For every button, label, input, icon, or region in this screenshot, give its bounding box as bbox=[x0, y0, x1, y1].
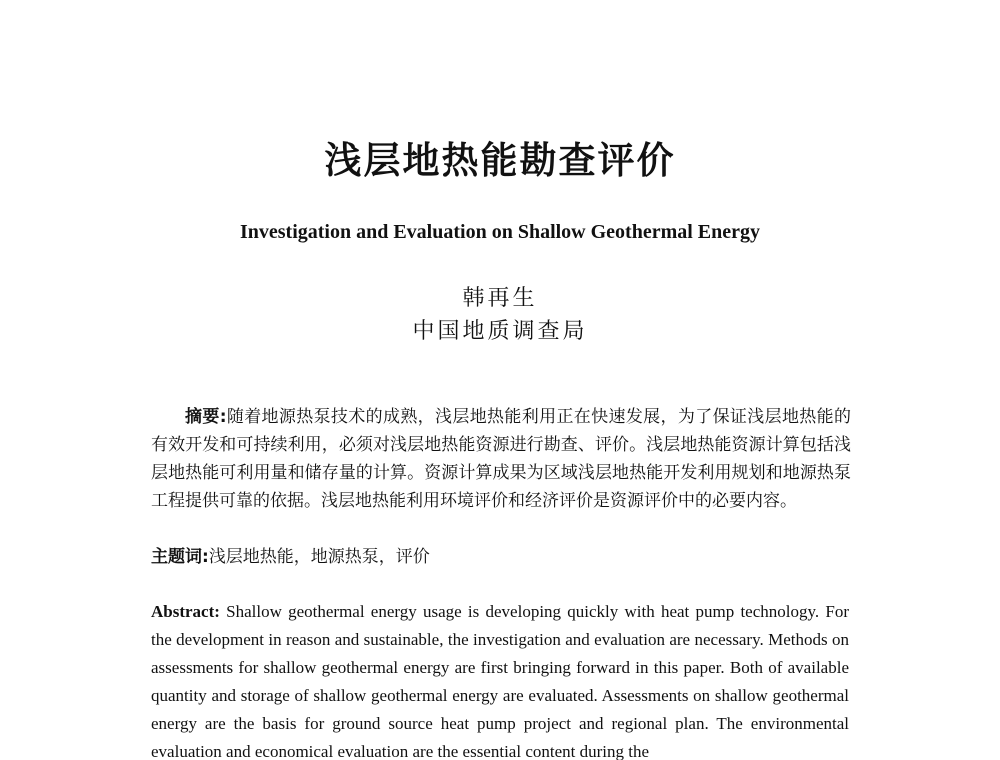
abstract-cn bbox=[151, 403, 851, 515]
abstract-en bbox=[151, 598, 849, 760]
abstract-en-label: Abstract: bbox=[151, 602, 220, 621]
abstract-cn-label: 摘要: bbox=[185, 407, 227, 427]
abstract-cn-text: 随着地源热泵技术的成熟，浅层地热能利用正在快速发展，为了保证浅层地热能的有效开发和可持续利用，必须对浅层地热能资源进行勘查、评价。浅层地热能资源计算包括浅层地热能可利用量和储存量的计算。资源计算成果为区域浅层地热能开发利用规划和地源热泵工程提供可靠的依据。浅层地热能利用环境评价和经济评价是资源评价中的必要内容。 bbox=[151, 407, 851, 511]
abstract-en-text: Shallow geothermal energy usage is developing quickly with heat pump technology. For the development in reason and sustainable, the investigation and evaluation are necessary. Methods on assessments for shallow geothermal energy are first bringing forward in this paper. Both of available quantity and storage of shallow geothermal energy are evaluated. Assessments on shallow geothermal energy are the basis for ground source heat pump project and regional plan. The environmental evaluation and economical evaluation are the essential content during the bbox=[151, 602, 849, 760]
keywords-cn-label: 主题词: bbox=[151, 547, 209, 567]
keywords-cn-text: 浅层地热能，地源热泵，评价 bbox=[208, 547, 430, 567]
keywords-cn bbox=[151, 543, 851, 571]
author-affiliation: 中国地质调查局 bbox=[412, 319, 588, 344]
author-name: 韩再生 bbox=[462, 286, 538, 311]
paper-title-en: Investigation and Evaluation on Shallow Geothermal Energy bbox=[239, 221, 761, 243]
paper-title-cn: 浅层地热能勘查评价 bbox=[324, 139, 676, 182]
